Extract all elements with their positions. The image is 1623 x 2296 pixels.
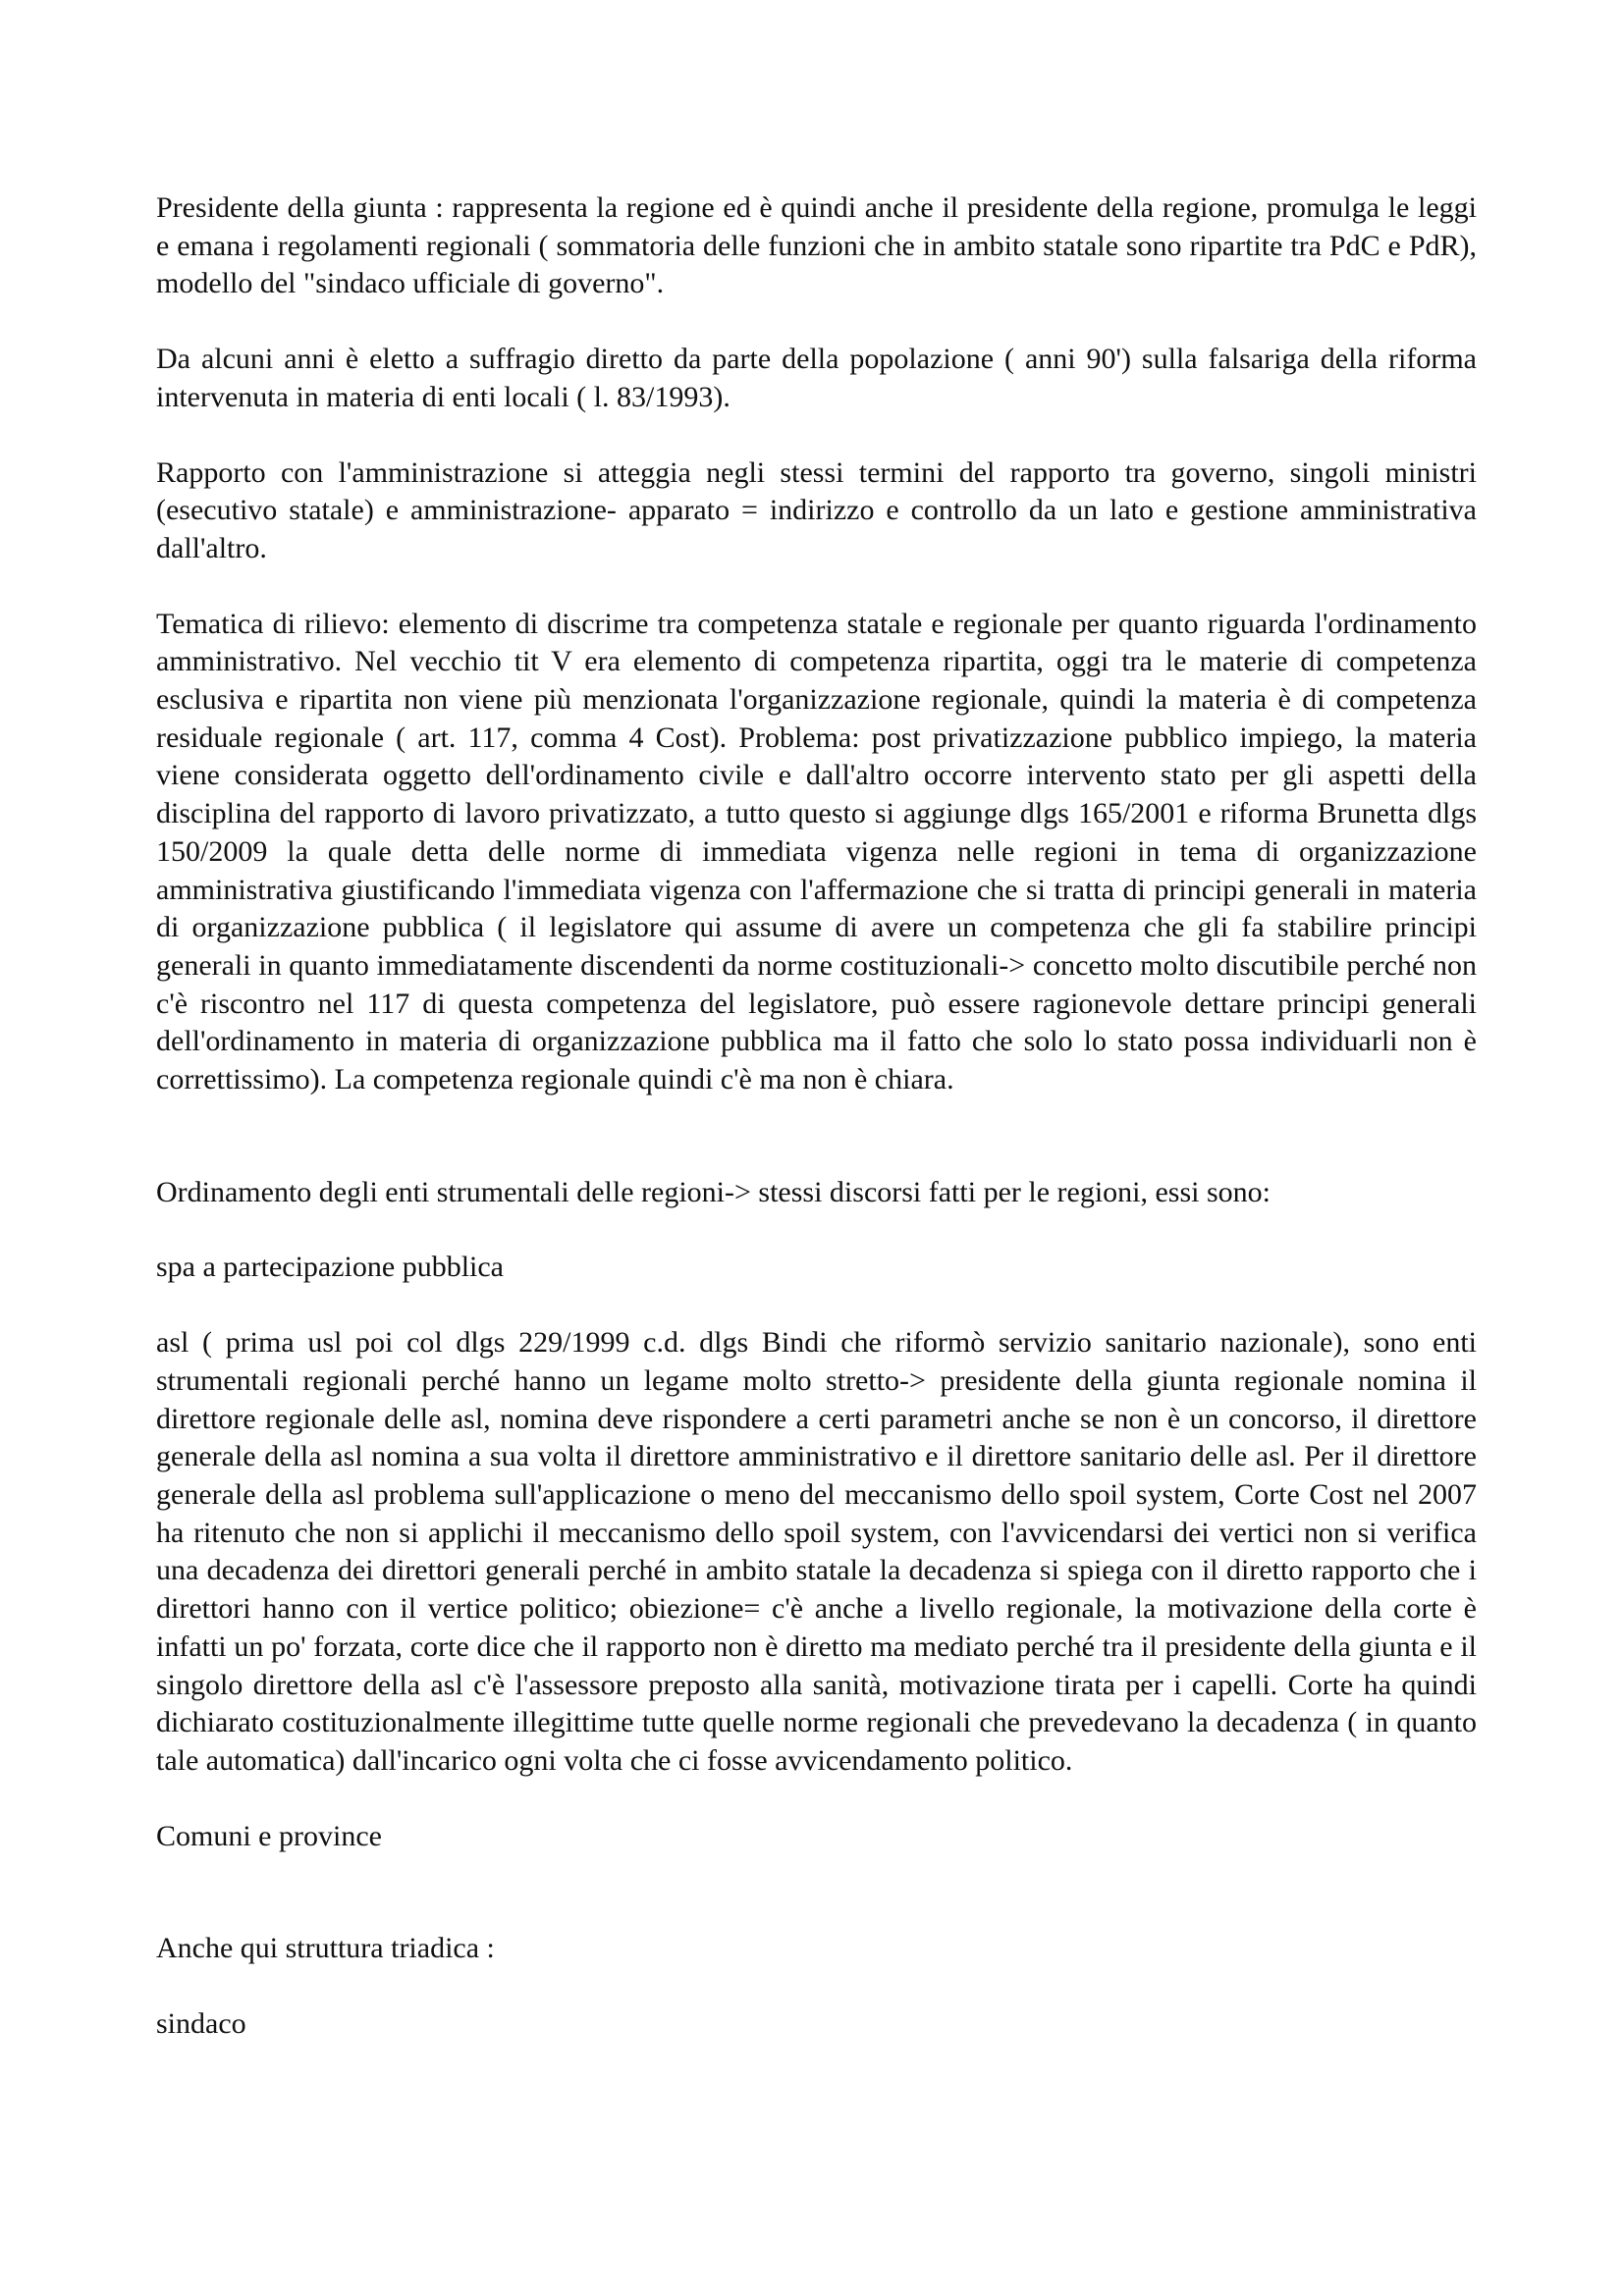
paragraph-presidente-giunta: Presidente della giunta : rappresenta la regione ed è quindi anche il presidente della regione, promulga le leggi e emana i regolamenti regionali ( sommatoria delle funzioni che in ambito statale sono ripartite tra PdC e PdR), modello del "sindaco ufficiale di governo". xyxy=(156,191,1477,300)
paragraph-asl: asl ( prima usl poi col dlgs 229/1999 c.d. dlgs Bindi che riformò servizio sanitario nazionale), sono enti strumentali regionali perché hanno un legame molto stretto-> presidente della giunta regionale nomina il direttore regionale delle asl, nomina deve rispondere a certi parametri anche se non è un concorso, il direttore generale della asl nomina a sua volta il direttore amministrativo e il direttore sanitario delle asl. Per il direttore generale della asl problema sull'applicazione o meno del meccanismo dello spoil system, Corte Cost nel 2007 ha ritenuto che non si applichi il meccanismo dello spoil system, con l'avvicendarsi dei vertici non si verifica una decadenza dei direttori generali perché in ambito statale la decadenza si spiega con il diretto rapporto che i direttori hanno con il vertice politico; obiezione= c'è anche a livello regionale, la motivazione della corte è infatti un po' forzata, corte dice che il rapporto non è diretto ma mediato perché tra il presidente della giunta e il singolo direttore della asl c'è l'assessore preposto alla sanità, motivazione tirata per i capelli. Corte ha quindi dichiarato costituzionalmente illegittime tutte quelle norme regionali che prevedevano la decadenza ( in quanto tale automatica) dall'incarico ogni volta che ci fosse avvicendamento politico. xyxy=(156,1326,1477,1777)
paragraph-struttura-triadica: Anche qui struttura triadica : xyxy=(156,1932,495,1965)
paragraph-sindaco: sindaco xyxy=(156,2007,246,2041)
document-body xyxy=(156,189,1477,2044)
paragraph-tematica-rilievo: Tematica di rilievo: elemento di discrime tra competenza statale e regionale per quanto riguarda l'ordinamento amministrativo. Nel vecchio tit V era elemento di competenza ripartita, oggi tra le materie di competenza esclusiva e ripartita non viene più menzionata l'organizzazione regionale, quindi la materia è di competenza residuale regionale ( art. 117, comma 4 Cost). Problema: post privatizzazione pubblico impiego, la materia viene considerata oggetto dell'ordinamento civile e dall'altro occorre intervento stato per gli aspetti della disciplina del rapporto di lavoro privatizzato, a tutto questo si aggiunge dlgs 165/2001 e riforma Brunetta dlgs 150/2009 la quale detta delle norme di immediata vigenza nelle regioni in tema di organizzazione amministrativa giustificando l'immediata vigenza con l'affermazione che si tratta di principi generali in materia di organizzazione pubblica ( il legislatore qui assume di avere un competenza che gli fa stabilire principi generali in quanto immediatamente discendenti da norme costituzionali-> concetto molto discutibile perché non c'è riscontro nel 117 di questa competenza del legislatore, può essere ragionevole dettare principi generali dell'ordinamento in materia di organizzazione pubblica ma il fatto che solo lo stato possa individuarli non è correttissimo). La competenza regionale quindi c'è ma non è chiara. xyxy=(156,607,1477,1096)
paragraph-enti-strumentali: Ordinamento degli enti strumentali delle regioni-> stessi discorsi fatti per le regioni, essi sono: xyxy=(156,1175,1271,1208)
paragraph-rapporto-amministrazione: Rapporto con l'amministrazione si atteggia negli stessi termini del rapporto tra governo, singoli ministri (esecutivo statale) e amministrazione- apparato = indirizzo e controllo da un lato e gestione amministrativa dall'altro. xyxy=(156,455,1477,564)
paragraph-spa-partecipazione: spa a partecipazione pubblica xyxy=(156,1251,504,1284)
paragraph-comuni-province: Comuni e province xyxy=(156,1819,382,1852)
paragraph-elezione-diretta: Da alcuni anni è eletto a suffragio diretto da parte della popolazione ( anni 90') sulla falsariga della riforma intervenuta in materia di enti locali ( l. 83/1993). xyxy=(156,343,1477,413)
